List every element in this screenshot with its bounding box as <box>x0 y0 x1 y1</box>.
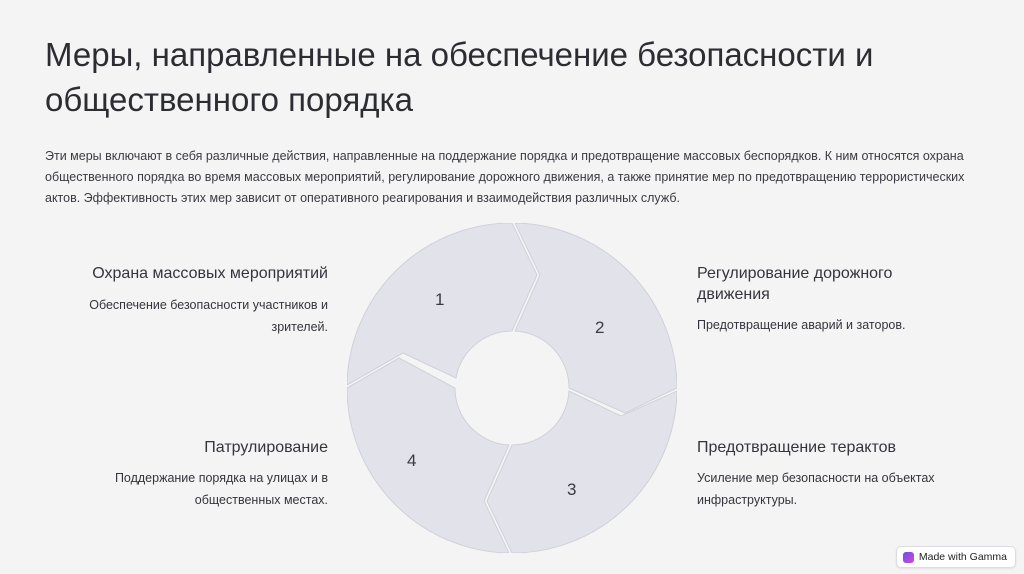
step-text-2: Предотвращение аварий и заторов. <box>697 318 906 332</box>
cycle-segment-4 <box>347 358 509 553</box>
step-heading-3: Предотвращение терактов <box>697 439 897 456</box>
step-heading-2: Регулирование дорожного движения <box>697 265 893 303</box>
step-number-1: 1 <box>435 290 445 309</box>
step-block-1 <box>68 263 328 338</box>
step-block-2 <box>697 263 957 336</box>
badge-label: Made with Gamma <box>918 551 1007 563</box>
step-number-3: 3 <box>567 480 577 499</box>
step-block-3 <box>697 437 957 511</box>
step-number-4: 4 <box>407 451 417 470</box>
intro-paragraph: Эти меры включают в себя различные действия, направленные на поддержание порядка и предотвращение массовых беспорядков. К ним относятся охрана общественного порядка во время массовых мероприятий, регулирование дорожного движения, а также принятие мер по предотвращению террористических актов. Эффективность этих мер зависит от оперативного реагирования и взаимодействия различных служб. <box>45 149 965 205</box>
step-text-3: Усиление мер безопасности на объектах инфраструктуры. <box>697 471 935 507</box>
cycle-diagram <box>347 223 677 553</box>
step-heading-4: Патрулирование <box>204 439 328 456</box>
step-text-1: Обеспечение безопасности участников и зрителей. <box>89 298 328 334</box>
step-block-4 <box>68 437 328 511</box>
step-text-4: Поддержание порядка на улицах и в общественных местах. <box>114 471 328 507</box>
page-title: Меры, направленные на обеспечение безопасности и общественного порядка <box>45 36 874 118</box>
cycle-segment-3 <box>487 391 677 553</box>
made-with-gamma-badge[interactable] <box>896 546 1016 568</box>
step-heading-1: Охрана массовых мероприятий <box>92 265 328 282</box>
gamma-logo-icon <box>903 552 914 563</box>
step-number-2: 2 <box>595 318 605 337</box>
